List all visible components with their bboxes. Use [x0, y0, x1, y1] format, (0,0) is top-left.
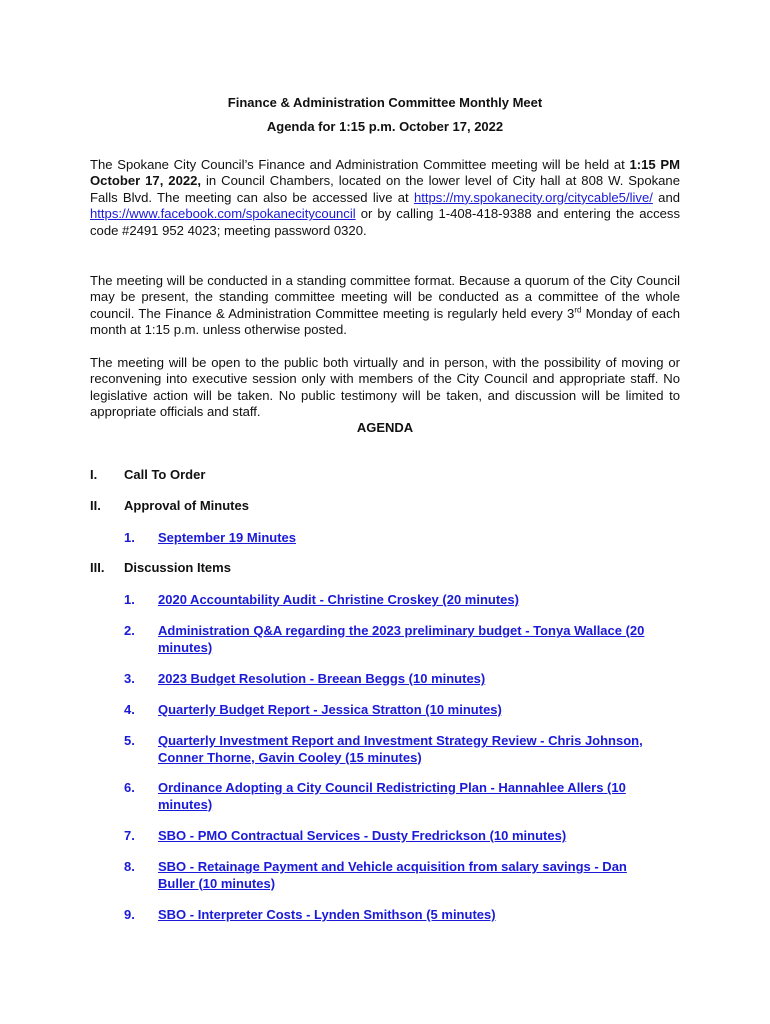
item-number: 9.: [124, 907, 135, 922]
agenda-item-link[interactable]: Quarterly Budget Report - Jessica Stratton (10 minutes): [158, 702, 502, 717]
item-number: 3.: [124, 671, 135, 686]
item-number: 7.: [124, 828, 135, 843]
agenda-heading: AGENDA: [356, 420, 414, 435]
item-number: 8.: [124, 859, 135, 874]
intro-text: Monday of each month at 1:15 p.m. unless otherwise posted.: [90, 305, 680, 338]
agenda-item-link[interactable]: SBO - PMO Contractual Services - Dusty Fredrickson (10 minutes): [158, 828, 567, 843]
item-number: 4.: [124, 702, 135, 717]
item-number: 1.: [124, 530, 135, 545]
intro-text: or by calling 1-408-418-9388 and entering the access code #2491 952 4023; meeting password 0320.: [90, 206, 680, 238]
item-number: 6.: [124, 780, 135, 795]
agenda-item-link[interactable]: SBO - Interpreter Costs - Lynden Smithson (5 minutes): [158, 907, 496, 922]
section-number: II.: [90, 498, 101, 513]
agenda-item-link[interactable]: 2020 Accountability Audit - Christine Croskey (20 minutes): [158, 592, 519, 607]
intro-text: and: [652, 189, 681, 205]
agenda-item-link[interactable]: Quarterly Investment Report and Investment Strategy Review - Chris Johnson, Conner Thorne, Gavin Cooley (15 minutes): [158, 733, 643, 765]
agenda-item-link[interactable]: 2023 Budget Resolution - Breean Beggs (10 minutes): [158, 671, 486, 686]
intro-paragraph-2: [90, 273, 680, 339]
intro-text: The meeting will be conducted in a standing committee format. Because a quorum of the City Council may be present, the standing committee meeting will be conducted as a committee of the whole council. The Finance & Administration Committee meeting is regularly held every 3: [90, 273, 680, 321]
ordinal-suffix: rd: [574, 305, 582, 315]
section-number: III.: [90, 560, 105, 575]
item-number: 5.: [124, 733, 135, 748]
agenda-item-link[interactable]: September 19 Minutes: [158, 530, 296, 545]
intro-text: in Council Chambers, located on the lower level of City hall at 808 W. Spokane Falls Blvd. The meeting can also be accessed live at: [90, 173, 680, 205]
meeting-time: 1:15 PM October 17, 2022,: [90, 157, 680, 189]
document-title: Finance & Administration Committee Monthly Meet: [227, 95, 543, 110]
agenda-item-link[interactable]: SBO - Retainage Payment and Vehicle acquisition from salary savings - Dan Buller (10 minutes): [158, 859, 627, 891]
document-subtitle: Agenda for 1:15 p.m. October 17, 2022: [266, 119, 504, 134]
agenda-item-link[interactable]: Administration Q&A regarding the 2023 preliminary budget - Tonya Wallace (20 minutes): [158, 623, 645, 655]
section-label: Discussion Items: [124, 560, 231, 575]
section-label: Approval of Minutes: [124, 498, 249, 513]
section-label: Call To Order: [124, 467, 206, 482]
agenda-item-link[interactable]: Ordinance Adopting a City Council Redistricting Plan - Hannahlee Allers (10 minutes): [158, 780, 626, 812]
citycable-link[interactable]: https://my.spokanecity.org/citycable5/live/: [413, 189, 653, 205]
intro-paragraph-3: The meeting will be open to the public both virtually and in person, with the possibility of moving or reconvening into executive session only with members of the City Council and appropriate staff. No legislative action will be taken. No public testimony will be taken, and discussion will be limited to appropriate officials and staff.: [90, 355, 680, 420]
section-number: I.: [90, 467, 98, 482]
facebook-link[interactable]: https://www.facebook.com/spokanecitycouncil: [90, 206, 356, 222]
intro-paragraph-1: [90, 157, 680, 239]
intro-text: The Spokane City Council’s Finance and Administration Committee meeting will be held at: [90, 157, 630, 172]
item-number: 2.: [124, 623, 135, 638]
item-number: 1.: [124, 592, 135, 607]
